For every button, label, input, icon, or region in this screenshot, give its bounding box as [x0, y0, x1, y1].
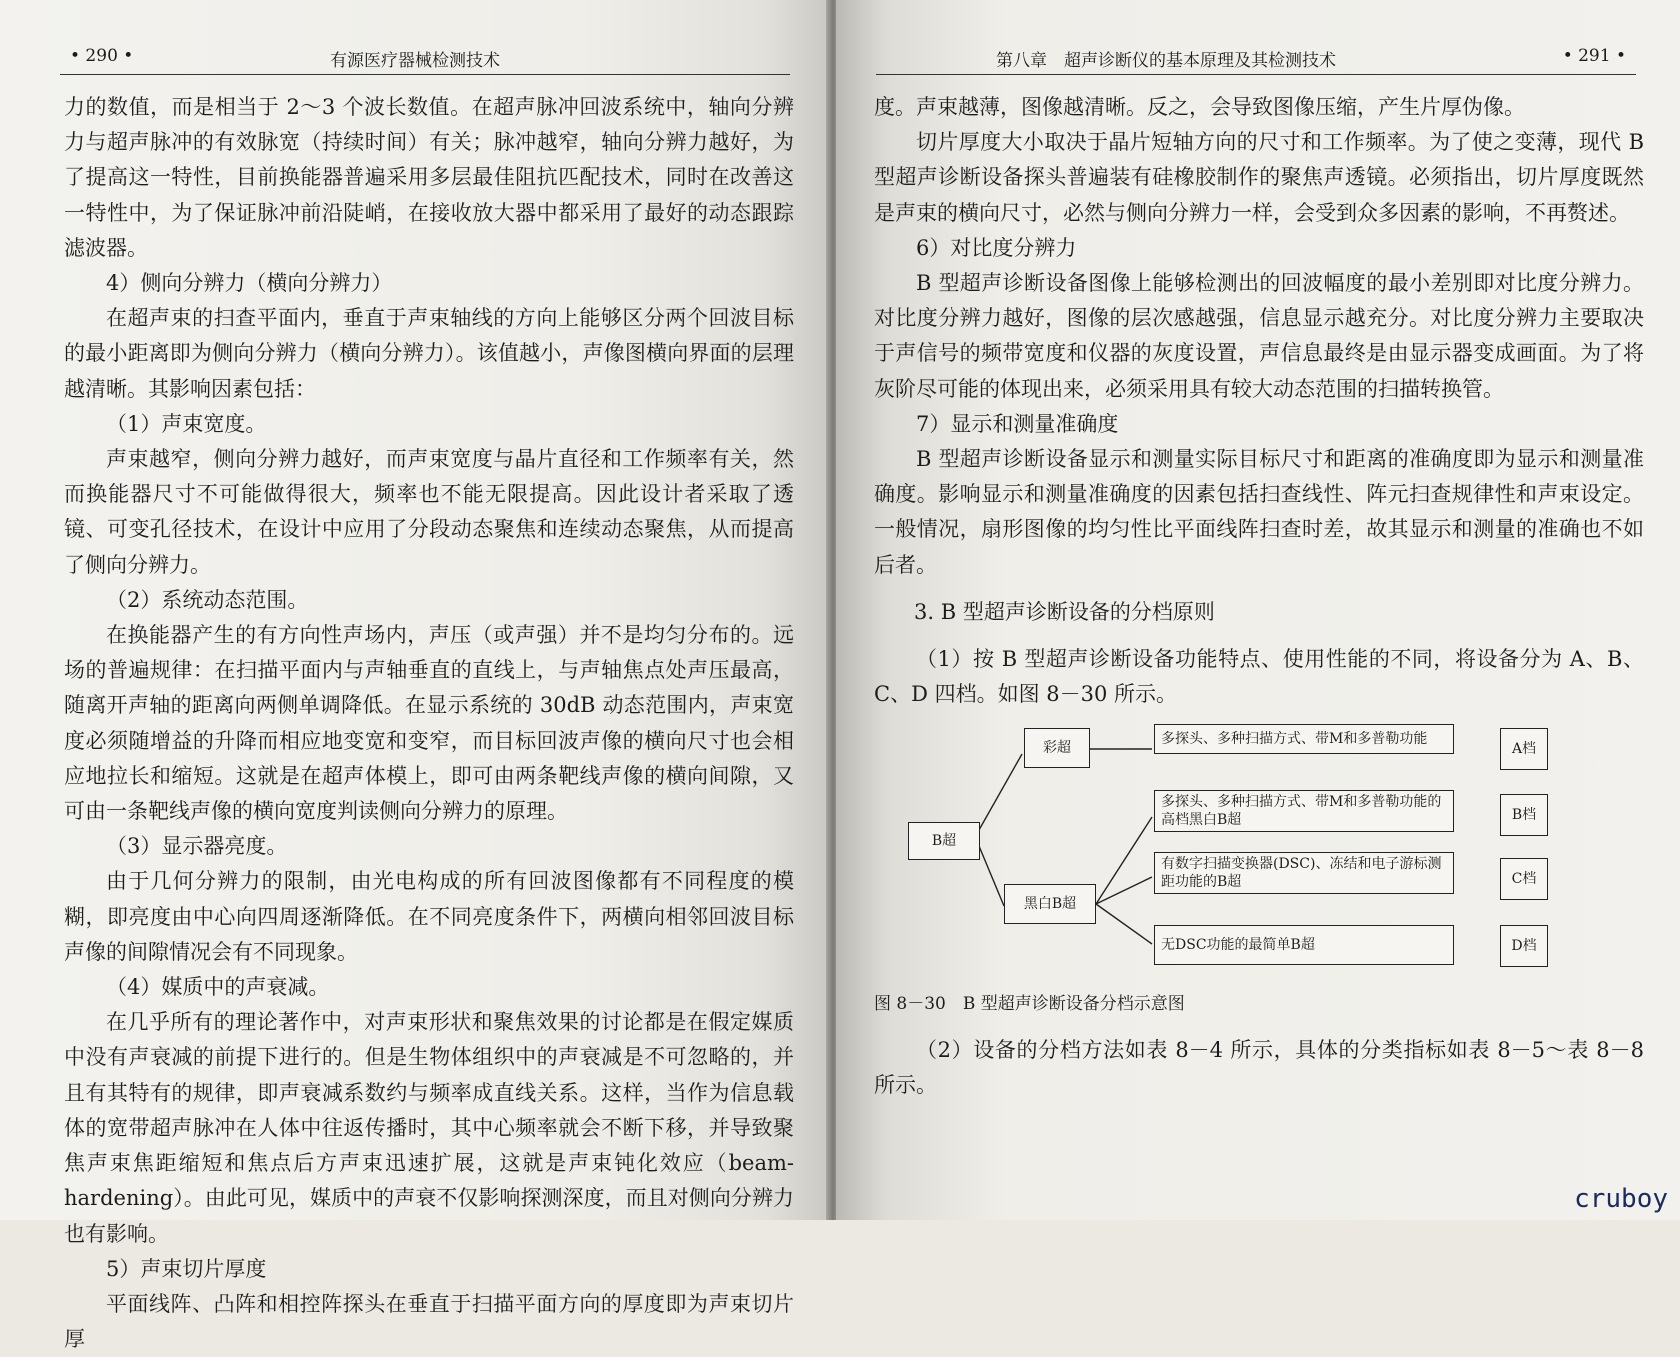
- subheading: 5）声束切片厚度: [106, 1256, 267, 1281]
- bw-ultrasound-box: 黑白B超: [1004, 884, 1096, 924]
- paragraph: 平面线阵、凸阵和相控阵探头在垂直于扫描平面方向的厚度即为声束切片厚: [64, 1291, 794, 1352]
- figure-caption: 图 8－30 B 型超声诊断设备分档示意图: [874, 994, 1185, 1015]
- subheading: 4）侧向分辨力（横向分辨力）: [106, 271, 393, 296]
- subheading: 6）对比度分辨力: [916, 235, 1077, 260]
- left-running-title: 有源医疗器械检测技术: [330, 51, 500, 71]
- section-heading: 3. B 型超声诊断设备的分档原则: [914, 599, 1215, 624]
- left-page-body: [64, 90, 794, 1357]
- right-page-number: • 291 •: [1562, 46, 1626, 66]
- left-page: [0, 0, 830, 1352]
- grade-b-label: B档: [1500, 794, 1548, 836]
- subheading: （2）系统动态范围。: [106, 587, 309, 612]
- paragraph: 切片厚度大小取决于晶片短轴方向的尺寸和工作频率。为了使之变薄，现代 B 型超声诊断设备探头普遍装有硅橡胶制作的聚焦声透镜。必须指出，切片厚度既然是声束的横向尺寸，必然与侧向分辨力一样，会受到众多因素的影响，不再赘述。: [874, 130, 1644, 225]
- color-ultrasound-box: 彩超: [1024, 728, 1090, 768]
- paragraph: 在几乎所有的理论著作中，对声束形状和聚焦效果的讨论都是在假定媒质中没有声衰减的前提下进行的。但是生物体组织中的声衰减是不可忽略的，并且有其特有的规律，即声衰减系数约与频率成直线关系。这样，当作为信息载体的宽带超声脉冲在人体中往返传播时，其中心频率就会不断下移，并导致聚焦声束焦距缩短和焦点后方声束迅速扩展，这就是声束钝化效应（beam-hardening）。由此可见，媒质中的声衰不仅影响探测深度，而且对侧向分辨力也有影响。: [64, 1010, 794, 1246]
- b-ultrasound-root-box: B超: [908, 822, 980, 860]
- paragraph: 由于几何分辨力的限制，由光电构成的所有回波图像都有不同程度的模糊，即亮度由中心向四周逐渐降低。在不同亮度条件下，两横向相邻回波目标声像的间隙情况会有不同现象。: [64, 869, 794, 964]
- watermark-text: cruboy: [1574, 1184, 1668, 1214]
- grade-a-description: 多探头、多种扫描方式、带M和多普勒功能: [1154, 724, 1454, 754]
- subheading: 7）显示和测量准确度: [916, 411, 1119, 436]
- subheading: （1）声束宽度。: [106, 411, 267, 436]
- grade-a-label: A档: [1500, 728, 1548, 770]
- left-page-header: [60, 40, 790, 75]
- grade-c-label: C档: [1500, 858, 1548, 900]
- paragraph: 声束越窄，侧向分辨力越好，而声束宽度与晶片直径和工作频率有关，然而换能器尺寸不可能做得很大，频率也不能无限提高。因此设计者采取了透镜、可变孔径技术，在设计中应用了分段动态聚焦和连续动态聚焦，从而提高了侧向分辨力。: [64, 447, 794, 577]
- left-page-number: • 290 •: [70, 46, 134, 66]
- grade-c-description: 有数字扫描变换器(DSC)、冻结和电子游标测距功能的B超: [1154, 852, 1454, 894]
- right-page-body: [874, 90, 1644, 1103]
- paragraph: （1）按 B 型超声诊断设备功能特点、使用性能的不同，将设备分为 A、B、C、D 四档。如图 8－30 所示。: [874, 647, 1644, 707]
- right-running-title: 第八章 超声诊断仪的基本原理及其检测技术: [996, 51, 1336, 71]
- subheading: （4）媒质中的声衰减。: [106, 975, 330, 1000]
- grade-b-description: 多探头、多种扫描方式、带M和多普勒功能的高档黑白B超: [1154, 790, 1454, 832]
- grade-d-description: 无DSC功能的最简单B超: [1154, 925, 1454, 965]
- classification-diagram: [874, 722, 1644, 987]
- paragraph: 在超声束的扫查平面内，垂直于声束轴线的方向上能够区分两个回波目标的最小距离即为侧向分辨力（横向分辨力）。该值越小，声像图横向界面的层理越清晰。其影响因素包括：: [64, 306, 794, 401]
- paragraph: 力的数值，而是相当于 2～3 个波长数值。在超声脉冲回波系统中，轴向分辨力与超声脉冲的有效脉宽（持续时间）有关；脉冲越窄，轴向分辨力越好，为了提高这一特性，目前换能器普遍采用多层最佳阻抗匹配技术，同时在改善这一特性中，为了保证脉冲前沿陡峭，在接收放大器中都采用了最好的动态跟踪滤波器。: [64, 95, 794, 260]
- paragraph: B 型超声诊断设备显示和测量实际目标尺寸和距离的准确度即为显示和测量准确度。影响显示和测量准确度的因素包括扫查线性、阵元扫查规律性和声束设定。一般情况，扇形图像的均匀性比平面线阵扫查时差，故其显示和测量的准确也不如后者。: [874, 447, 1644, 577]
- right-page-header: [876, 40, 1636, 75]
- right-page: [836, 0, 1680, 1220]
- paragraph: （2）设备的分档方法如表 8－4 所示，具体的分类指标如表 8－5～表 8－8 所示。: [874, 1037, 1644, 1097]
- subheading: （3）显示器亮度。: [106, 834, 288, 859]
- paragraph: 在换能器产生的有方向性声场内，声压（或声强）并不是均匀分布的。远场的普遍规律：在扫描平面内与声轴垂直的直线上，与声轴焦点处声压最高，随离开声轴的距离向两侧单调降低。在显示系统的 30dB 动态范围内，声束宽度必须随增益的升降而相应地变宽和变窄，而目标回波声像的横向尺寸也会相应地拉长和缩短。这就是在超声体模上，即可由两条靶线声像的横向间隙，又可由一条靶线声像的横向宽度判读侧向分辨力的原理。: [64, 623, 794, 824]
- grade-d-label: D档: [1500, 925, 1548, 967]
- paragraph: 度。声束越薄，图像越清晰。反之，会导致图像压缩，产生片厚伪像。: [874, 95, 1525, 119]
- paragraph: B 型超声诊断设备图像上能够检测出的回波幅度的最小差别即对比度分辨力。对比度分辨力越好，图像的层次感越强，信息显示越充分。对比度分辨力主要取决于声信号的频带宽度和仪器的灰度设置，声信息最终是由显示器变成画面。为了将灰阶尽可能的体现出来，必须采用具有较大动态范围的扫描转换管。: [874, 271, 1644, 401]
